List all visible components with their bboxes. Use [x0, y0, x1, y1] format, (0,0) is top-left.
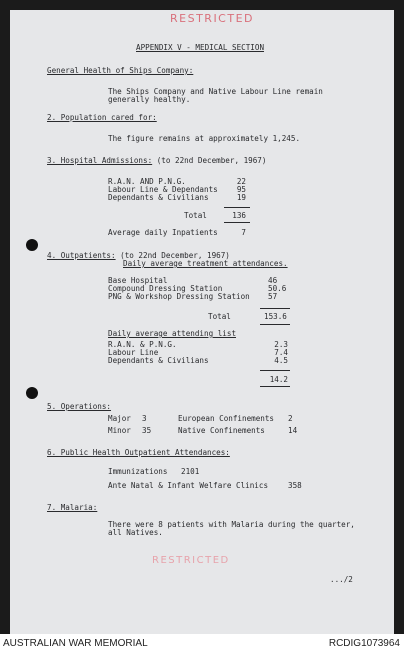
population-heading: 2. Population cared for:	[47, 113, 157, 122]
outpatients-row-label: Base Hospital	[108, 276, 168, 285]
hospital-average-value: 7	[241, 228, 246, 237]
attending-row-value: 4.5	[274, 356, 288, 365]
immunizations-label: Immunizations	[108, 467, 168, 476]
hospital-average-label: Average daily Inpatients	[108, 228, 218, 237]
hospital-heading-line	[47, 157, 266, 165]
outpatients-total-value: 153.6	[264, 312, 287, 321]
outpatients-row-value: 57	[268, 292, 278, 301]
document-page	[10, 10, 394, 634]
outpatients-total-rule	[260, 324, 290, 325]
punch-hole	[26, 239, 38, 251]
operations-heading: 5. Operations:	[47, 402, 112, 411]
attending-list-heading: Daily average attending list	[108, 329, 237, 338]
public-health-heading: 6. Public Health Outpatient Attendances:	[47, 448, 230, 457]
page-continuation-marker: .../2	[330, 575, 353, 584]
hospital-heading-suffix: (to 22nd December, 1967)	[152, 156, 267, 165]
footer-source: AUSTRALIAN WAR MEMORIAL	[3, 638, 148, 649]
outpatients-total-label: Total	[208, 312, 231, 321]
restricted-stamp-top: RESTRICTED	[170, 12, 255, 25]
attending-row-value: 7.4	[274, 348, 288, 357]
attending-row-label: R.A.N. & P.N.G.	[108, 340, 177, 349]
outpatients-heading-suffix: (to 22nd December, 1967)	[115, 251, 230, 260]
attending-total-rule	[260, 386, 290, 387]
hospital-total-label: Total	[184, 211, 207, 220]
malaria-heading: 7. Malaria:	[47, 503, 98, 512]
ante-natal-label: Ante Natal & Infant Welfare Clinics	[108, 481, 269, 490]
page-title: APPENDIX V - MEDICAL SECTION	[136, 43, 265, 52]
attending-row-label: Labour Line	[108, 348, 159, 357]
malaria-line-2: all Natives.	[108, 528, 163, 537]
attending-sum-rule	[260, 370, 290, 371]
outpatients-row-label: PNG & Workshop Dressing Station	[108, 292, 250, 301]
attending-row-value: 2.3	[274, 340, 288, 349]
native-confinements-label: Native Confinements	[178, 426, 265, 435]
restricted-stamp-bottom: RESTRICTED	[152, 555, 230, 566]
footer-record-id: RCDIG1073964	[328, 638, 400, 649]
hospital-row-label: Labour Line & Dependants	[108, 185, 218, 194]
european-confinements-label: European Confinements	[178, 414, 275, 423]
outpatients-row-value: 50.6	[268, 284, 287, 293]
punch-hole	[26, 387, 38, 399]
ante-natal-value: 358	[288, 481, 302, 490]
hospital-row-value: 22	[236, 177, 246, 186]
hospital-row-label: Dependants & Civilians	[108, 193, 209, 202]
outpatients-heading: 4. Outpatients:	[47, 251, 116, 260]
outpatients-sum-rule	[260, 308, 290, 309]
hospital-row-label: R.A.N. AND P.N.G.	[108, 177, 186, 186]
outpatients-row-label: Compound Dressing Station	[108, 284, 223, 293]
general-health-line-2: generally healthy.	[108, 95, 191, 104]
hospital-total-value: 136	[232, 211, 246, 220]
operations-major-label: Major	[108, 414, 131, 423]
immunizations-value: 2101	[181, 467, 200, 476]
hospital-row-value: 95	[236, 185, 246, 194]
general-health-line-1: The Ships Company and Native Labour Line remain	[108, 87, 323, 96]
operations-minor-value: 35	[142, 426, 152, 435]
population-text: The figure remains at approximately 1,245.	[108, 134, 301, 143]
native-confinements-value: 14	[288, 426, 298, 435]
attending-row-label: Dependants & Civilians	[108, 356, 209, 365]
general-health-heading: General Health of Ships Company:	[47, 66, 194, 75]
outpatients-subheading: Daily average treatment attendances.	[123, 259, 288, 268]
outpatients-row-value: 46	[268, 276, 278, 285]
hospital-row-value: 19	[236, 193, 246, 202]
operations-major-value: 3	[142, 414, 147, 423]
operations-minor-label: Minor	[108, 426, 131, 435]
archive-footer	[0, 634, 404, 653]
hospital-sum-rule	[224, 207, 250, 208]
malaria-line-1: There were 8 patients with Malaria during the quarter,	[108, 520, 355, 529]
attending-total-value: 14.2	[269, 375, 288, 384]
european-confinements-value: 2	[288, 414, 293, 423]
hospital-heading: 3. Hospital Admissions:	[47, 156, 153, 165]
hospital-total-rule	[224, 222, 250, 223]
